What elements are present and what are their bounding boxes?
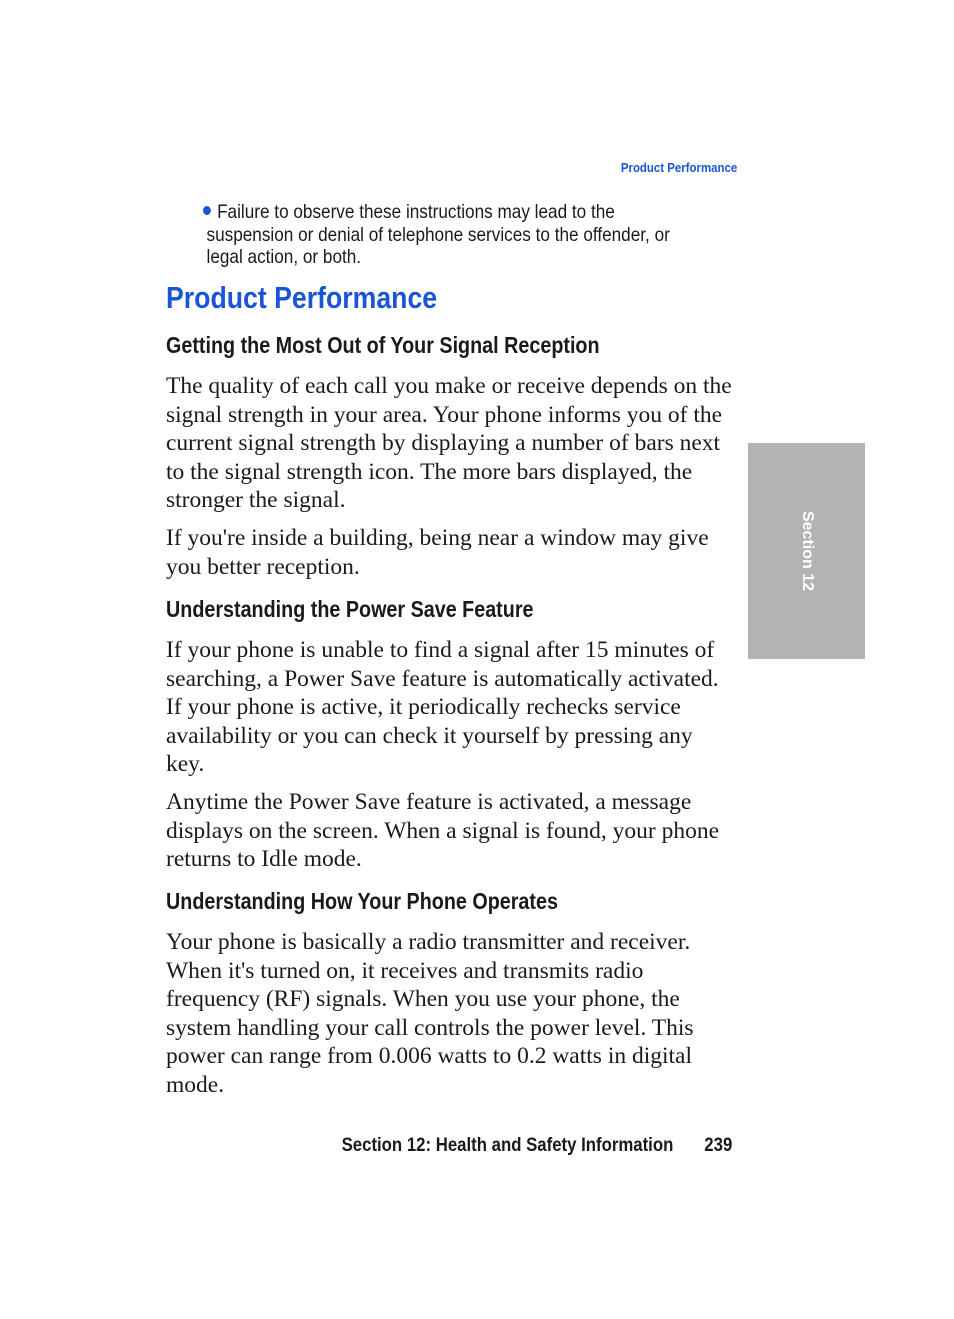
paragraph-building-reception: If you're inside a building, being near a window may give you better reception. — [166, 525, 709, 580]
bullet-item — [203, 201, 696, 269]
running-header: Product Performance — [620, 160, 737, 175]
footer-section-title: Section 12: Health and Safety Information — [341, 1134, 674, 1156]
paragraph-signal-quality: The quality of each call you make or receive depends on the signal strength in your area. Your phone informs you of the current signal strength by displaying a number of bars next to the signal strength icon. The more bars displayed, the stronger the signal. — [166, 373, 732, 514]
bullet-line-1: Failure to observe these instructions may lead to the — [217, 201, 615, 223]
page-heading: Product Performance — [166, 280, 438, 315]
bullet-line-3: legal action, or both. — [206, 246, 362, 268]
section-heading-power-save: Understanding the Power Save Feature — [166, 596, 534, 622]
paragraph-power-save-activation: If your phone is unable to find a signal after 15 minutes of searching, a Power Save feature is automatically activated. If your phone is active, it periodically rechecks service availability or you can check it yourself by pressing any key. — [166, 637, 719, 778]
section-heading-phone-operates: Understanding How Your Phone Operates — [166, 888, 558, 914]
section-heading-signal-reception: Getting the Most Out of Your Signal Reception — [166, 332, 600, 358]
section-tab — [748, 443, 865, 659]
section-tab-label: Section 12 — [798, 510, 816, 592]
bullet-dot-icon — [203, 206, 211, 215]
page-number: 239 — [704, 1134, 732, 1156]
bullet-line-2: suspension or denial of telephone services to the offender, or — [206, 223, 670, 246]
page-footer — [341, 1134, 732, 1157]
paragraph-power-save-message: Anytime the Power Save feature is activated, a message displays on the screen. When a signal is found, your phone returns to Idle mode. — [166, 789, 720, 873]
paragraph-radio-transmitter: Your phone is basically a radio transmitter and receiver. When it's turned on, it receives and transmits radio frequency (RF) signals. When you use your phone, the system handling your call controls the power level. This power can range from 0.006 watts to 0.2 watts in digital mode. — [166, 929, 694, 1098]
